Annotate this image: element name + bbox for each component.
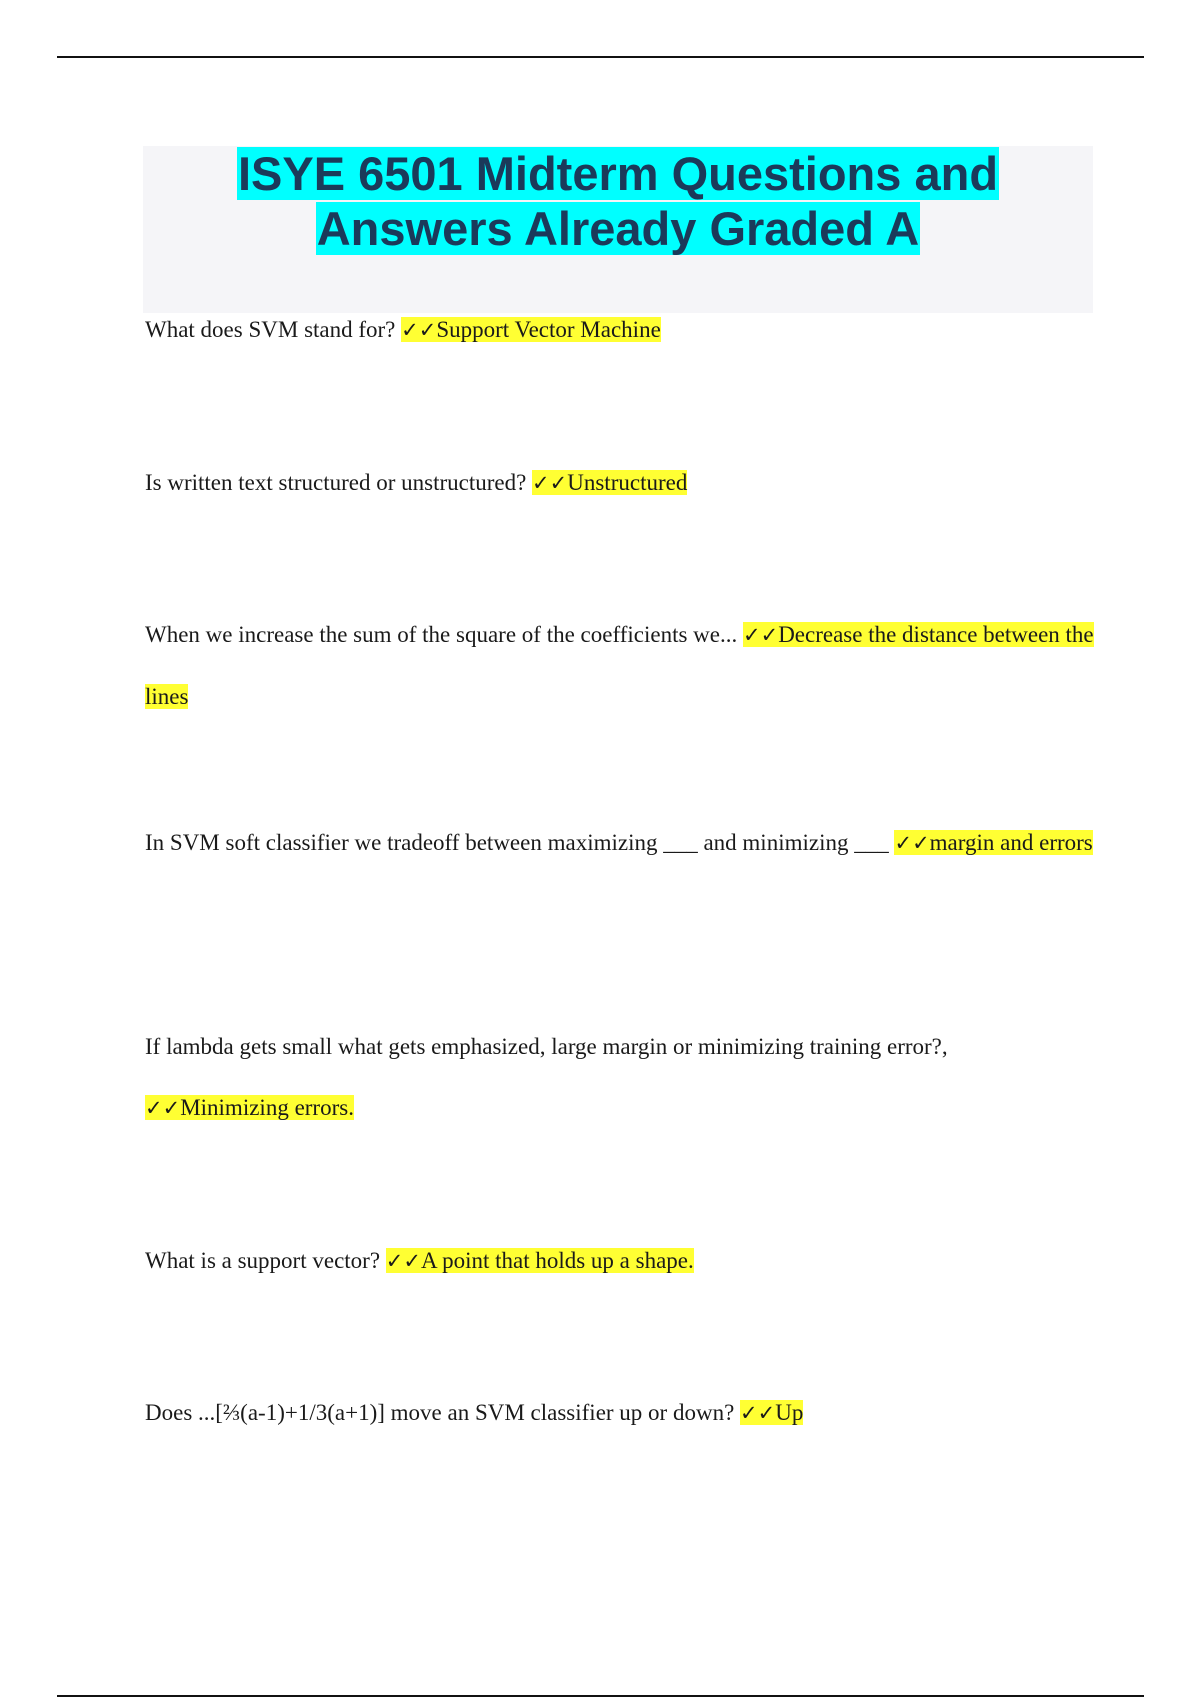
qa-item-5: [145, 1016, 1095, 1139]
document-title: [143, 146, 1093, 256]
answer-highlight: [740, 1400, 803, 1425]
answer-text: Up: [775, 1400, 804, 1425]
check-icon: ✓✓: [385, 1249, 421, 1273]
check-icon: ✓✓: [401, 318, 437, 342]
check-icon: ✓✓: [894, 831, 930, 855]
answer-highlight: [532, 470, 687, 495]
question-text: Does ...[⅔(a-1)+1/3(a+1)] move an SVM classifier up or down?: [145, 1400, 741, 1425]
answer-text: margin and errors: [929, 830, 1093, 855]
question-text: When we increase the sum of the square of the coefficients we...: [145, 622, 743, 647]
top-rule: [57, 56, 1144, 58]
check-icon: ✓✓: [740, 1401, 776, 1425]
check-icon: ✓✓: [742, 623, 779, 647]
qa-item-1: [145, 299, 1095, 361]
title-line-2: Answers Already Graded A: [316, 202, 920, 255]
check-icon: ✓✓: [145, 1096, 181, 1120]
qa-item-2: [145, 452, 1095, 514]
answer-text: Support Vector Machine: [436, 317, 661, 342]
check-icon: ✓✓: [532, 471, 568, 495]
question-text: If lambda gets small what gets emphasized, large margin or minimizing training error?,: [145, 1034, 948, 1059]
qa-item-3: [145, 604, 1095, 727]
answer-highlight: [894, 830, 1092, 855]
qa-item-6: [145, 1230, 1095, 1292]
question-text: Is written text structured or unstructured?: [145, 470, 533, 495]
qa-item-7: [145, 1382, 1095, 1444]
answer-text: Unstructured: [567, 470, 688, 495]
answer-text: Minimizing errors.: [180, 1095, 354, 1120]
title-line-1: ISYE 6501 Midterm Questions and: [237, 147, 999, 200]
answer-text: Decrease the distance between the lines: [145, 622, 1094, 709]
answer-highlight: [145, 1095, 354, 1120]
bottom-rule: [57, 1695, 1144, 1697]
answer-highlight: [401, 317, 661, 342]
qa-item-4: [145, 812, 1095, 874]
answer-highlight: [386, 1248, 694, 1273]
answer-text: A point that holds up a shape.: [420, 1248, 694, 1273]
question-text: In SVM soft classifier we tradeoff between maximizing ___ and minimizing ___: [145, 830, 895, 855]
title-block: [143, 146, 1093, 313]
question-text: What is a support vector?: [145, 1248, 386, 1273]
question-text: What does SVM stand for?: [145, 317, 402, 342]
